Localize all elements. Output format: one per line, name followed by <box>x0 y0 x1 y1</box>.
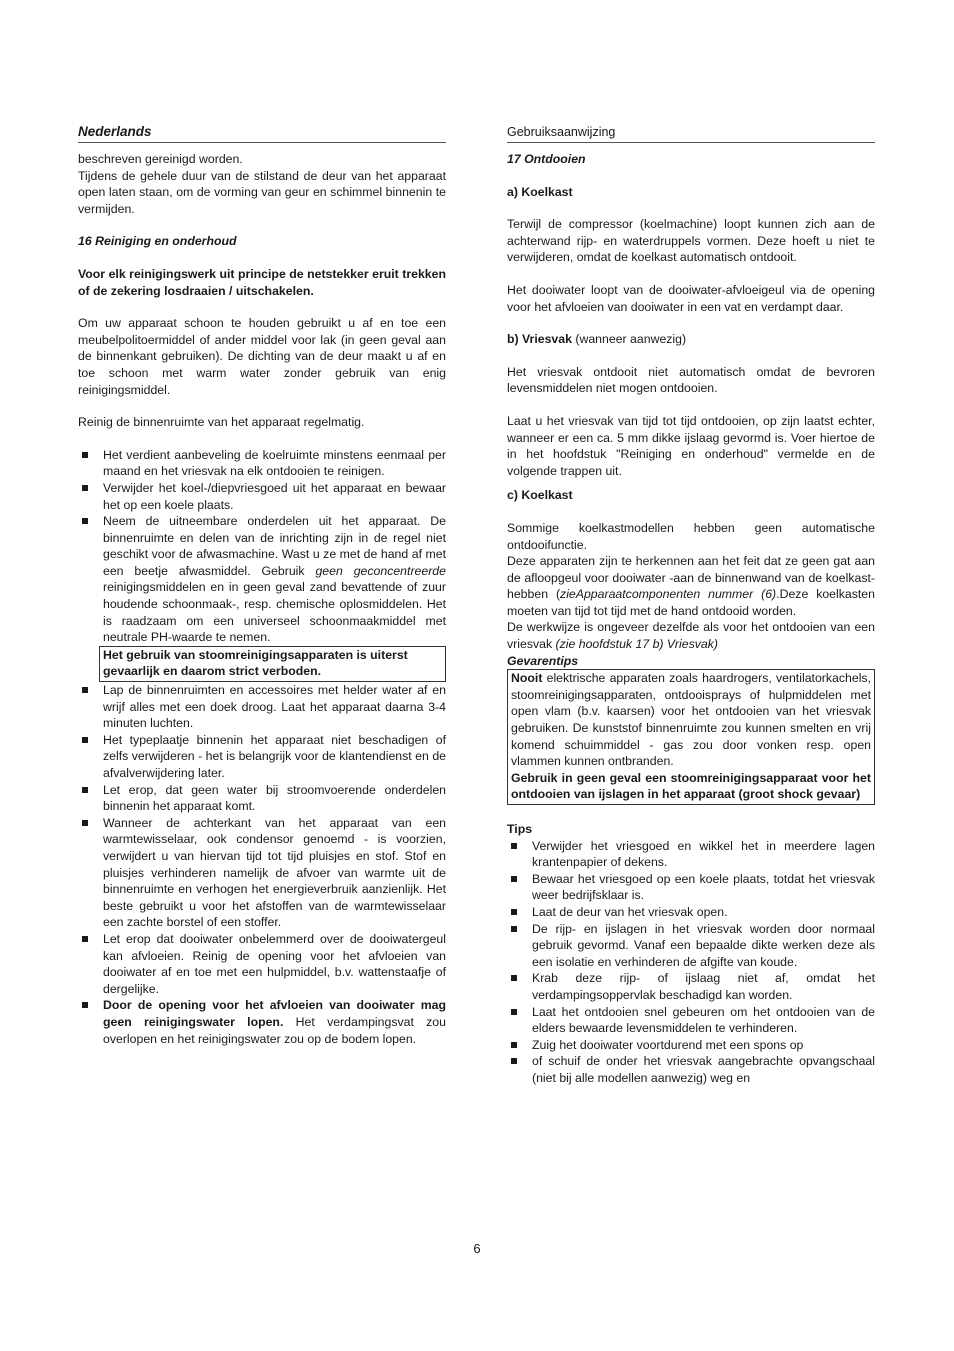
manual-defrost-paragraph-2: Deze apparaten zijn te herkennen aan het feit dat ze geen gat aan de afloopgeul voor dooiwater -aan de binnenwand van de koelkast- hebben (zieApparaatcomponenten nummer (6).Deze koelkasten moeten van tijd tot tijd met de hand ontdooid worden. <box>507 554 875 618</box>
tips-list <box>507 838 875 1087</box>
manual-defrost-paragraph-1: Sommige koelkastmodellen hebben geen automatische ontdooifunctie. <box>507 520 875 552</box>
left-column <box>78 124 446 1047</box>
subsection-a-title: a) Koelkast <box>507 184 573 199</box>
danger-tips-title: Gevarentips <box>507 653 579 668</box>
freezer-paragraph-2: Laat u het vriesvak van tijd tot tijd ontdooien, op zijn laatst echter, wanneer er een ca. 5 mm dikke ijslaag gevormd is. Voer hiertoe de in het hoofdstuk "Reiniging en onderhoud" vermelde en de volgende trappen uit. <box>507 413 875 478</box>
list-item: Door de opening voor het afvloeien van dooiwater mag geen reinigingswater lopen. Het verdampingsvat zou overlopen en het reinigingswater zou op de bodem lopen. <box>78 997 446 1047</box>
tips-title: Tips <box>507 822 533 836</box>
care-paragraph: Om uw apparaat schoon te houden gebruikt u af en toe een meubelpolitoermiddel of ander middel voor lak (in geen geval aan de binnenkant gebruiken). De dichting van de deur maakt u af en toe schoon met warm water zonder gebruik van enig reinigingsmiddel. <box>78 316 446 397</box>
list-item: Lap de binnenruimten en accessoires met helder water af en wrijf alles met een doek droog. Laat het apparaat daarna 3-4 minuten luchten. <box>78 682 446 732</box>
subsection-b-title: b) Vriesvak (wanneer aanwezig) <box>507 332 687 347</box>
list-item: Bewaar het vriesgoed op een koele plaats, totdat het vriesvak weer bedrijfsklaar is. <box>507 871 875 904</box>
steam-cleaner-warning-box: Het gebruik van stoomreinigingsapparaten is uiterst gevaarlijk en daarom strict verboden. <box>99 646 446 682</box>
fridge-paragraph-2: Het dooiwater loopt van de dooiwater-afvloeigeul via de opening voor het afvloeien van dooiwater in een vat en verdampt daar. <box>507 282 875 314</box>
list-item: Verwijder het vriesgoed en wikkel het in meerdere lagen krantenpapier of dekens. <box>507 838 875 871</box>
intro-paragraph: Tijdens de gehele duur van de stilstand de deur van het apparaat open laten staan, om de vorming van geur en schimmel binnenin te vermijden. <box>78 168 446 216</box>
list-item: De rijp- en ijslagen in het vriesvak worden door normaal gebruik gevormd. Vanaf een bepaalde dikte werken deze als een isolatie en verhinderen de afgifte van koude. <box>507 921 875 971</box>
list-item: Wanneer de achterkant van het apparaat van een warmtewisselaar, ook condensor genoemd - is voorzien, verwijdert u van hiervan tijd tot tijd pluisjes en stof. Stof en pluisjes verhinderen namelijk de afvoer van warmte uit de binnenruimte en verhogen het energieverbruik aanzienlijk. Het beste gebruikt u voor het afstoffen van de warmtewisselaar een zachte borstel of een stoffer. <box>78 815 446 931</box>
list-item: of schuif de onder het vriesvak aangebrachte opvangschaal (niet bij alle modellen aanwezig) weg en <box>507 1053 875 1086</box>
manual-defrost-paragraph-3: De werkwijze is ongeveer dezelfde als voor het ontdooien van een vriesvak (zie hoofdstuk 17 b) Vriesvak) <box>507 620 875 652</box>
page-number: 6 <box>473 1241 481 1256</box>
subsection-c-title: c) Koelkast <box>507 488 573 503</box>
list-item: Neem de uitneembare onderdelen uit het apparaat. De binnenruimte en delen van de inrichting zijn in de regel niet geschikt voor de afwasmachine. Wast u ze met de hand af met een beetje afwasmiddel. Gebruik geen geconcentreerde reinigingsmiddelen en in geen geval zand bevattende of zuur houdende schoonmaak-, resp. chemische oplosmiddelen. Het is raadzaam om een universeel schoonmaakmiddel met neutrale PH-waarde te nemen. <box>78 513 446 646</box>
intro-line: beschreven gereinigd worden. <box>78 152 243 166</box>
list-item: Laat het ontdooien snel gebeuren om het ontdooien van de elders bewaarde levensmiddelen te verhinderen. <box>507 1004 875 1037</box>
danger-tips-box <box>507 669 875 805</box>
manual-header: Gebruiksaanwijzing <box>507 124 875 143</box>
list-item: Het verdient aanbeveling de koelruimte minstens eenmaal per maand en het vriesvak na elk ontdooien te reinigen. <box>78 447 446 480</box>
freezer-paragraph-1: Het vriesvak ontdooit niet automatisch omdat de bevroren levensmiddelen niet mogen ontdooien. <box>507 364 875 396</box>
unplug-warning: Voor elk reinigingswerk uit principe de netstekker eruit trekken of de zekering losdraaien / uitschakelen. <box>78 266 446 298</box>
list-item: Krab deze rijp- of ijslaag niet af, omdat het verdampingsoppervlak beschadigd kan worden. <box>507 970 875 1003</box>
list-item: Laat de deur van het vriesvak open. <box>507 904 875 921</box>
section-17-title: 17 Ontdooien <box>507 152 586 166</box>
danger-text: Nooit elektrische apparaten zoals haardrogers, ventilatorkachels, stoomreinigingsapparaten, ontdooisprays of hulpmiddelen met open vlam (b.v. kaarsen) voor het ontdooien van het vriesvak gebruiken. De kunststof binnenruimte zou kunnen smelten en vrij komend schuimmiddel - gas zou door vonken resp. open vlammen kunnen ontbranden. <box>511 671 871 769</box>
clean-interior-paragraph: Reinig de binnenruimte van het apparaat regelmatig. <box>78 415 365 430</box>
right-column <box>507 124 875 1087</box>
list-item: Het typeplaatje binnenin het apparaat niet beschadigen of zelfs verwijderen - het is belangrijk voor de klantendienst en de afvalverwijdering later. <box>78 732 446 782</box>
danger-steam-warning: Gebruik in geen geval een stoomreinigingsapparaat voor het ontdooien van ijslagen in het apparaat (groot shock gevaar) <box>511 770 871 802</box>
cleaning-list-continued <box>78 682 446 1047</box>
list-item: Let erop, dat geen water bij stroomvoerende onderdelen binnenin het apparaat komt. <box>78 782 446 815</box>
list-item: Verwijder het koel-/diepvriesgoed uit het apparaat en bewaar het op een koele plaats. <box>78 480 446 513</box>
list-item: Let erop dat dooiwater onbelemmerd over de dooiwatergeul kan afvloeien. Reinig de opening voor het afvloeien van dooiwater af en toe met een hulpmiddel, b.v. wattenstaafje of dergelijke. <box>78 931 446 997</box>
section-16-title: 16 Reiniging en onderhoud <box>78 234 237 249</box>
cleaning-list <box>78 447 446 646</box>
list-item: Zuig het dooiwater voortdurend met een spons op <box>507 1037 875 1054</box>
fridge-paragraph-1: Terwijl de compressor (koelmachine) loopt kunnen zich aan de achterwand rijp- en waterdruppels vormen. Deze hoeft u niet te verwijderen, omdat de koelkast automatisch ontdooit. <box>507 217 875 265</box>
language-header: Nederlands <box>78 124 446 143</box>
